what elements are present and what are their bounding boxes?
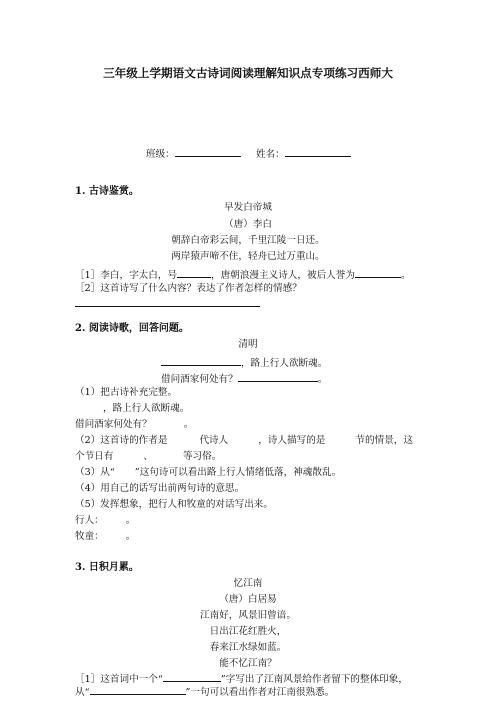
section-1-heading: 1. 古诗鉴赏。 — [75, 186, 139, 197]
s2-q1-answer-text: 借问酒家何处有？ — [75, 419, 152, 430]
s3-q1-text-c: 从“ — [75, 687, 90, 698]
poem-3-line-4: 能不忆江南？ — [219, 658, 277, 669]
poem-2-line-2-end: 。 — [317, 374, 328, 385]
section-2-heading: 2. 阅读诗歌，回答问题。 — [75, 323, 189, 334]
s3-q1-text-b: ”字写出了江南风景给作者留下的整体印象， — [220, 674, 408, 685]
poem-2-title: 清明 — [238, 339, 258, 350]
boy-label: 牧童： — [75, 531, 104, 542]
poem-3-author: （唐）白居易 — [219, 594, 277, 605]
s2-q3-text-a: （3）从“ — [75, 467, 115, 478]
s2-q2-text-c: ，诗人描写的是 — [258, 435, 326, 446]
walker-label: 行人： — [75, 515, 104, 526]
s3-question-1-cont — [75, 684, 334, 699]
s2-question-2-cont — [75, 451, 221, 463]
s2-question-4: （4）用自己的话写出前两句诗的意思。 — [75, 483, 245, 494]
s2-q2-text-g: 等习俗。 — [182, 451, 222, 462]
s1-q1-text-c: 。 — [400, 270, 411, 281]
poem-3-line-1: 江南好，风景旧曾谙。 — [200, 610, 296, 621]
s2-q3-text-b: ”这句诗可以看出路上行人情绪低落，神魂散乱。 — [134, 467, 342, 478]
poem-2-line-1 — [161, 355, 327, 370]
s2-q1-answer-end: 。 — [183, 419, 194, 430]
name-label: 姓名： — [256, 149, 285, 160]
s1-q1-text-a: ［1］李白，字太白，号 — [75, 270, 178, 281]
s1-q1-text-b: ，唐朝浪漫主义诗人，被后人誉为 — [211, 270, 355, 281]
boy-line — [75, 531, 135, 543]
s1-q1-blank-2[interactable] — [355, 267, 401, 278]
s2-q1-answer-line-1: ，路上行人欲断魂。 — [103, 403, 190, 414]
name-blank[interactable] — [285, 146, 351, 157]
poem-3-line-2: 日出江花红胜火， — [209, 626, 287, 637]
s2-q2-text-e: 个节日有 — [75, 451, 114, 462]
poem-1-line-2: 两岸猿声啼不住，轻舟已过万重山。 — [171, 251, 325, 262]
walker-line — [75, 515, 135, 527]
class-blank[interactable] — [175, 146, 241, 157]
s1-question-1 — [75, 267, 411, 282]
boy-end: 。 — [125, 531, 136, 542]
s3-q1-text-a: ［1］这首词中一个“ — [75, 674, 163, 685]
poem-1-author: （唐）李白 — [224, 219, 272, 230]
poem-1-line-1: 朝辞白帝彩云间，千里江陵一日还。 — [171, 235, 325, 246]
s2-question-1: （1）把古诗补充完整。 — [75, 387, 178, 398]
poem-3-title: 忆江南 — [233, 578, 263, 589]
s3-q1-blank-1[interactable] — [163, 671, 221, 682]
page-title: 三年级上学期语文古诗词阅读理解知识点专项练习西师大 — [103, 66, 393, 80]
poem-1-title: 早发白帝城 — [224, 202, 272, 213]
s3-q1-text-d: ”一句可以看出作者对江南很熟悉。 — [185, 687, 335, 698]
s2-q2-text-a: （2）这首诗的作者是 — [75, 435, 168, 446]
poem-2-blank-1[interactable] — [161, 355, 241, 366]
poem-3-line-3: 春来江水绿如蓝。 — [209, 642, 287, 653]
walker-end: 。 — [125, 515, 136, 526]
poem-2-blank-2[interactable] — [238, 371, 318, 382]
s2-question-3 — [75, 467, 341, 479]
poem-2-line-2 — [161, 371, 327, 386]
s2-q2-text-f: 、 — [143, 451, 153, 462]
s2-q1-answer-line-2 — [75, 419, 193, 431]
poem-2-line-2-text: 借问酒家何处有？ — [161, 374, 238, 385]
class-field — [146, 146, 241, 161]
s1-answer-line[interactable] — [75, 306, 260, 307]
class-label: 班级： — [146, 149, 175, 160]
s2-question-5: （5）发挥想象，把行人和牧童的对话写出来。 — [75, 499, 273, 510]
s1-question-2: ［2］这首诗写了什么内容？表达了作者怎样的情感？ — [75, 283, 302, 294]
s3-q1-blank-2[interactable] — [90, 684, 186, 695]
section-3-heading: 3. 日积月累。 — [75, 562, 139, 573]
s2-q2-text-b: 代诗人 — [199, 435, 229, 446]
poem-2-line-1-text: ，路上行人欲断魂。 — [241, 358, 328, 369]
s1-q1-blank-1[interactable] — [177, 267, 211, 278]
name-field — [256, 146, 351, 161]
s2-question-2 — [75, 435, 413, 447]
s2-q2-text-d: 节的情景，这 — [355, 435, 413, 446]
